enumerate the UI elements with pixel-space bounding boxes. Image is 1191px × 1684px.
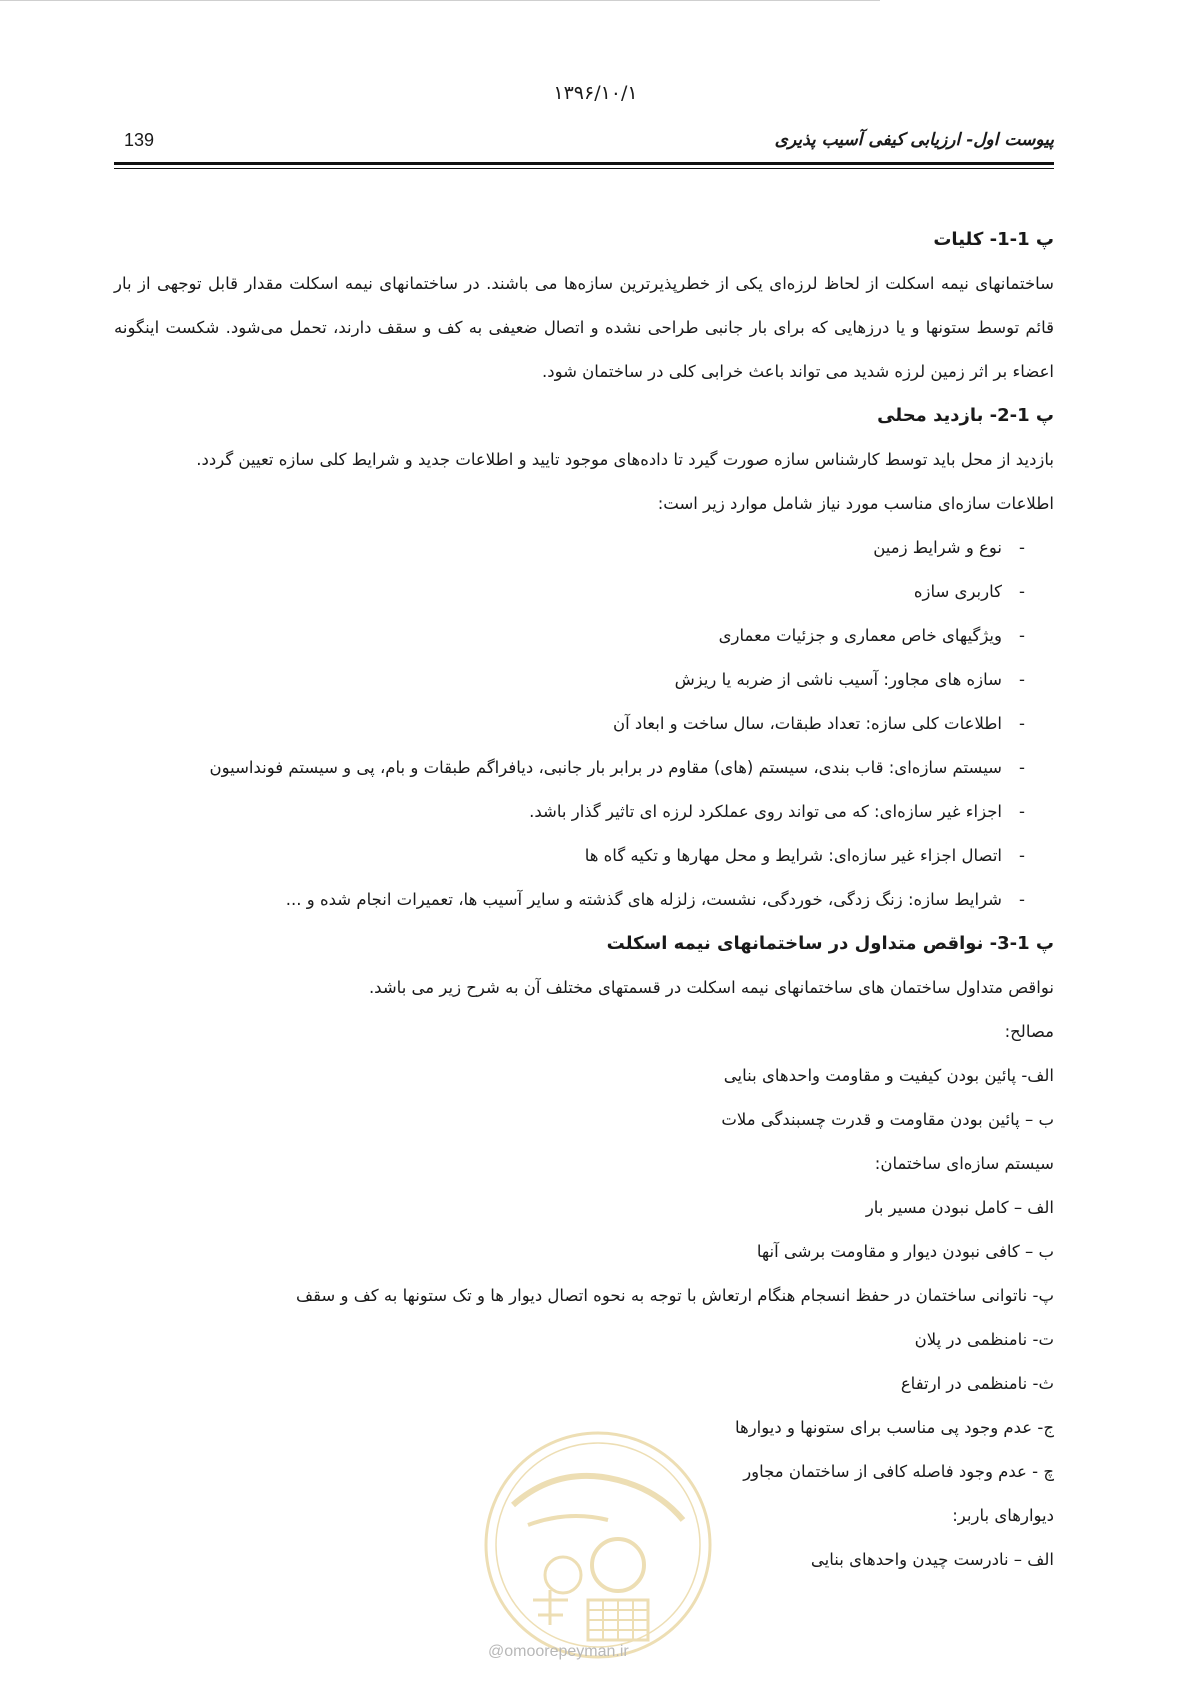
page-date: ۱۳۹۶/۱۰/۱ xyxy=(553,82,638,104)
document-body xyxy=(114,218,1054,1582)
list-item: پ- ناتوانی ساختمان در حفظ انسجام هنگام ارتعاش با توجه به نحوه اتصال دیوار ها و تک ستونها به کف و سقف xyxy=(296,1286,1054,1305)
page-header xyxy=(114,128,1054,164)
subheading-structural-system: سیستم سازه‌ای ساختمان: xyxy=(874,1154,1054,1173)
page-number: 139 xyxy=(124,130,155,150)
dash-marker: - xyxy=(1019,890,1025,909)
list-item: -اتصال اجزاء غیر سازه‌ای: شرایط و محل مهارها و تکیه گاه ها xyxy=(114,834,1054,878)
dash-marker: - xyxy=(1019,758,1025,777)
subheading-bearing-walls: دیوارهای باربر: xyxy=(952,1506,1054,1525)
section-site-visit xyxy=(114,394,1054,922)
watermark-site: @omoorepeyman.ir xyxy=(488,1643,629,1660)
section-intro: نواقص متداول ساختمان های ساختمانهای نیمه اسکلت در قسمتهای مختلف آن به شرح زیر می باشد. xyxy=(368,978,1054,997)
header-rule-thin xyxy=(114,168,1054,169)
section-heading: پ 1-1- کلیات xyxy=(933,229,1054,250)
dash-marker: - xyxy=(1019,714,1025,733)
list-item: -سیستم سازه‌ای: قاب بندی، سیستم (های) مقاوم در برابر بار جانبی، دیافراگم طبقات و بام، پی و سیستم فونداسیون xyxy=(114,746,1054,790)
list-item: -اطلاعات کلی سازه: تعداد طبقات، سال ساخت و ابعاد آن xyxy=(114,702,1054,746)
top-rule xyxy=(0,0,880,1)
list-item: -نوع و شرایط زمین xyxy=(114,526,1054,570)
list-item: -کاربری سازه xyxy=(114,570,1054,614)
section-general xyxy=(114,218,1054,394)
list-item: -اجزاء غیر سازه‌ای: که می تواند روی عملکرد لرزه ای تاثیر گذار باشد. xyxy=(114,790,1054,834)
list-item: ث- نامنظمی در ارتفاع xyxy=(900,1374,1054,1393)
list-item: الف – کامل نبودن مسیر بار xyxy=(865,1198,1054,1217)
list-item: -شرایط سازه: زنگ زدگی، خوردگی، نشست، زلزله های گذشته و سایر آسیب ها، تعمیرات انجام شده و ... xyxy=(114,878,1054,922)
section-paragraph: ساختمانهای نیمه اسکلت از لحاظ لرزه‌ای یکی از خطرپذیرترین سازه‌ها می باشند. در ساختمانهای نیمه اسکلت مقدار قابل توجهی از بار قائم توسط ستونها و یا درزهایی که برای بار جانبی طراحی نشده و اتصال ضعیفی به کف و سقف دارند، تحمل می‌شود. شکست اینگونه اعضاء بر اثر زمین لرزه شدید می تواند باعث خرابی کلی در ساختمان شود. xyxy=(114,274,1054,381)
list-item: ت- نامنظمی در پلان xyxy=(914,1330,1054,1349)
running-title: پیوست اول- ارزیابی کیفی آسیب پذیری xyxy=(774,130,1054,150)
dash-marker: - xyxy=(1019,670,1025,689)
list-item: الف- پائین بودن کیفیت و مقاومت واحدهای بنایی xyxy=(723,1066,1054,1085)
dash-marker: - xyxy=(1019,538,1025,557)
list-item: ب – پائین بودن مقاومت و قدرت چسبندگی ملات xyxy=(721,1110,1054,1129)
list-item: چ - عدم وجود فاصله کافی از ساختمان مجاور xyxy=(743,1462,1054,1481)
dash-marker: - xyxy=(1019,582,1025,601)
list-item: -ویژگیهای خاص معماری و جزئیات معماری xyxy=(114,614,1054,658)
list-item: -سازه های مجاور: آسیب ناشی از ضربه یا ریزش xyxy=(114,658,1054,702)
dash-marker: - xyxy=(1019,626,1025,645)
list-item: ج- عدم وجود پی مناسب برای ستونها و دیوارها xyxy=(734,1418,1054,1437)
dash-marker: - xyxy=(1019,802,1025,821)
bullet-list xyxy=(114,526,1054,922)
section-heading: پ 1-3- نواقص متداول در ساختمانهای نیمه اسکلت xyxy=(606,933,1054,954)
watermark-logo-icon xyxy=(468,1425,728,1665)
dash-marker: - xyxy=(1019,846,1025,865)
section-intro: اطلاعات سازه‌ای مناسب مورد نیاز شامل موارد زیر است: xyxy=(657,494,1054,513)
section-heading: پ 1-2- بازدید محلی xyxy=(877,405,1054,426)
list-item: الف – نادرست چیدن واحدهای بنایی xyxy=(810,1550,1054,1569)
header-rule xyxy=(114,162,1054,165)
subheading-materials: مصالح: xyxy=(1004,1022,1054,1041)
section-paragraph: بازدید از محل باید توسط کارشناس سازه صورت گیرد تا داده‌های موجود تایید و اطلاعات جدید و شرایط کلی سازه تعیین گردد. xyxy=(196,450,1054,469)
list-item: ب – کافی نبودن دیوار و مقاومت برشی آنها xyxy=(756,1242,1054,1261)
